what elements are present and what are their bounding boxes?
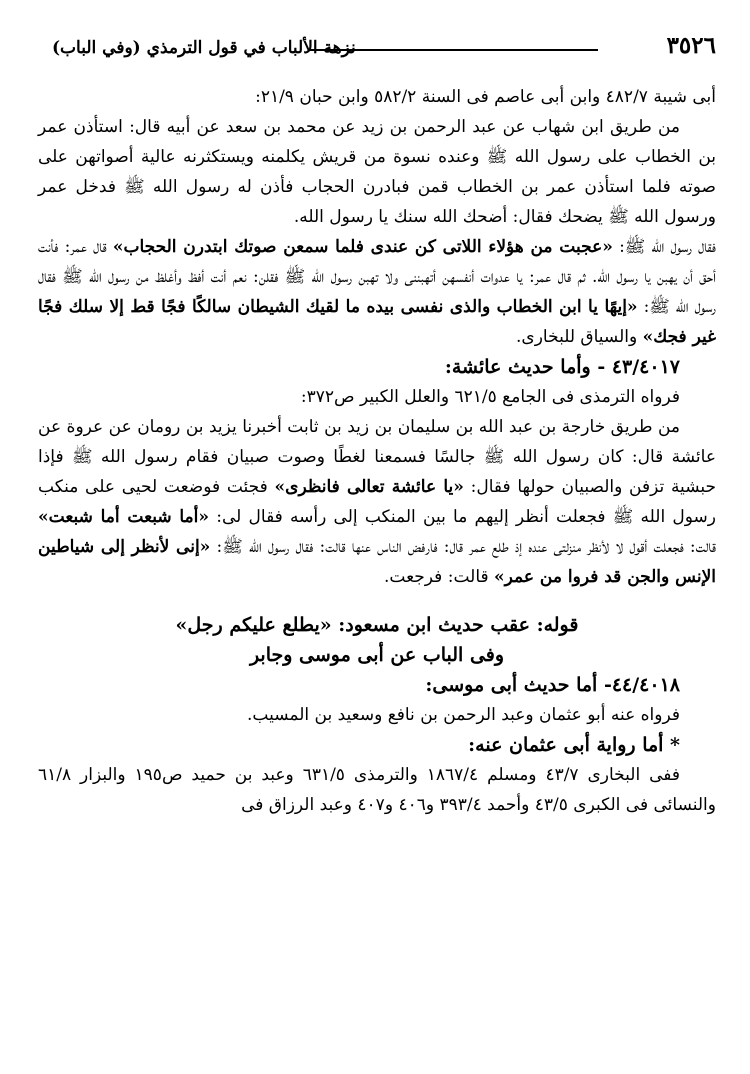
section-heading-aisha: ٤٣/٤٠١٧ - وأما حديث عائشة:	[444, 356, 680, 378]
text-run: من طريق خارجة بن عبد الله بن سليمان بن زيد بن ثابت أخبرنا يزيد بن رومان عن عروة عن عائشة قال: كان رسول الله ﷺ جالسًا فسمعنا لغطًا وصوت صبيان فقام رسول الله ﷺ فإذا حبشية تزفن والصبيان حولها فقال:	[38, 417, 716, 497]
paragraph-hadith-umar-cont	[38, 232, 716, 352]
paragraph-sources-1: أبى شيبة ٤٨٢/٧ وابن أبى عاصم فى السنة ٥٨٢/٢ وابن حبان ٢١/٩:	[255, 87, 716, 107]
text-run: والسياق للبخارى.	[516, 327, 638, 347]
quote-bold: «إنى لأنظر إلى شياطين الإنس والجن قد فروا من عمر»	[38, 537, 716, 587]
text-run: قال عمر: فأنت أحق أن يهبن يا رسول الله. ثم قال عمر: يا عدوات أنفسهن أتهبننى ولا تهبن رسول الله ﷺ فقلن: نعم أنت أفظ وأغلظ من رسول الله ﷺ فقال رسول الله ﷺ:	[38, 237, 717, 317]
section-heading-abu-musa: ٤٤/٤٠١٨- أما حديث أبى موسى:	[425, 674, 680, 696]
text-run: فقال رسول الله ﷺ:	[619, 237, 716, 257]
paragraph-narrators: فرواه عنه أبو عثمان وعبد الرحمن بن نافع وسعيد بن المسيب.	[246, 705, 680, 725]
section-heading-abu-uthman: * أما رواية أبى عثمان عنه:	[468, 734, 680, 756]
paragraph-hadith-umar: من طريق ابن شهاب عن عبد الرحمن بن زيد عن محمد بن سعد عن أبيه قال: استأذن عمر بن الخطاب على رسول الله ﷺ وعنده نسوة من قريش يكلمنه ويستكثرنه عالية أصواتهن على صوته فلما استأذن عمر بن الخطاب قمن فبادرن الحجاب فأذن له رسول الله ﷺ فدخل عمر ورسول الله ﷺ يضحك فقال: أضحك الله سنك يا رسول الله.	[38, 117, 716, 227]
paragraph-sources-2: فرواه الترمذى فى الجامع ٦٢١/٥ والعلل الكبير ص٣٧٢:	[300, 387, 680, 407]
centered-heading-1: قوله: عقب حديث ابن مسعود: «يطلع عليكم رجل»	[175, 614, 579, 636]
body-text	[38, 82, 716, 820]
header-rule	[310, 49, 598, 51]
text-run: فجئت فوضعت لحيى على منكب رسول الله ﷺ فجعلت أنظر إليهم ما بين المنكب إلى رأسه فقال لى:	[38, 477, 716, 527]
quote-bold: «عجبت من هؤلاء اللاتى كن عندى فلما سمعن صوتك ابتدرن الحجاب»	[112, 237, 613, 257]
running-title: نزهة الألباب في قول الترمذي (وفي الباب)	[52, 38, 356, 58]
quote-bold: «يا عائشة تعالى فانظرى»	[274, 477, 464, 497]
page-number: ٣٥٢٦	[666, 32, 716, 59]
centered-heading-2: وفى الباب عن أبى موسى وجابر	[249, 644, 505, 666]
spacer	[38, 592, 716, 610]
quote-bold: «أما شبعت أما شبعت»	[38, 507, 210, 527]
text-run: قالت: فجعلت أقول لا لأنظر منزلتى عنده إذ طلع عمر قال: فارفض الناس عنها قالت: فقال رسول الله ﷺ:	[216, 537, 717, 557]
paragraph-hadith-aisha	[38, 412, 716, 592]
quote-bold: «إيهًا يا ابن الخطاب والذى نفسى بيده ما لقيك الشيطان سالكًا فجًا قط إلا سلك فجًا غير فجك»	[38, 297, 716, 347]
paragraph-sources-3: ففى البخارى ٤٣/٧ ومسلم ١٨٦٧/٤ والترمذى ٦٣١/٥ وعبد بن حميد ص١٩٥ والبزار ٦١/٨ والنسائى فى الكبرى ٤٣/٥ وأحمد ٣٩٣/٤ و٤٠٦ و٤٠٧ وعبد الرزاق فى	[38, 765, 716, 815]
text-run: قالت: فرجعت.	[384, 567, 489, 587]
page-header	[52, 32, 716, 62]
